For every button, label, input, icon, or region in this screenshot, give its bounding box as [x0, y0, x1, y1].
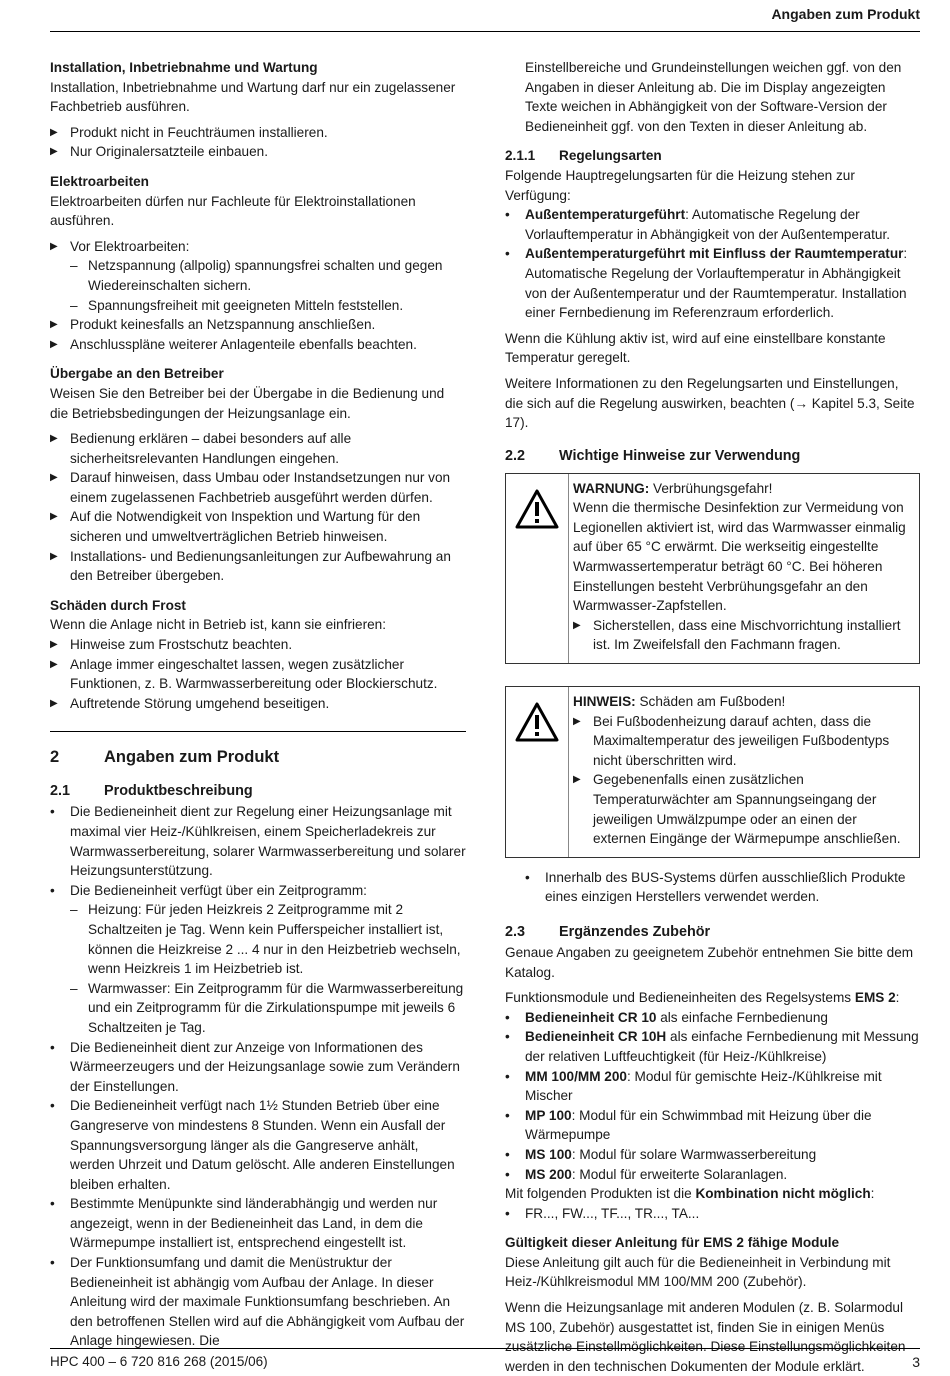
- page-footer: [50, 1348, 920, 1370]
- bullet-item: • MS 200: Modul für erweiterte Solaranlagen.: [505, 1166, 788, 1182]
- document-id: HPC 400 – 6 720 816 268 (2015/06): [50, 1354, 268, 1369]
- hint-label: HINWEIS:: [573, 694, 636, 710]
- bullet-item: • Innerhalb des BUS-Systems dürfen ausschließlich Produkte eines einzigen Herstellers verwendet werden.: [525, 869, 906, 905]
- bullet-item: • MS 100: Modul für solare Warmwasserbereitung: [505, 1146, 817, 1162]
- warning-icon: [506, 474, 569, 663]
- section-heading-installation: Installation, Inbetriebnahme und Wartung: [50, 60, 318, 75]
- triangle-bullet-icon: ▶: [50, 126, 58, 138]
- page-header: [50, 0, 920, 32]
- paragraph: Elektroarbeiten dürfen nur Fachleute für Elektroinstallationen ausführen.: [50, 193, 416, 229]
- dash-item: – Netzspannung (allpolig) spannungsfrei schalten und gegen Wiedereinschalten sichern.: [70, 258, 443, 293]
- triangle-bullet-icon: ▶: [573, 715, 581, 727]
- triangle-bullet-icon: ▶: [50, 697, 58, 709]
- section-heading-gueltigkeit: Gültigkeit dieser Anleitung für EMS 2 fähige Module: [505, 1235, 840, 1251]
- list-item: ▶ Bei Fußbodenheizung darauf achten, dass die Maximaltemperatur des jeweiligen Fußbodentyps nicht überschritten wird.: [573, 713, 890, 768]
- list-item: ▶ Gegebenenfalls einen zusätzlichen Temperaturwächter am Spannungseingang der jeweiligen Umwälzpumpe oder an einen der externen Eingänge der Wärmepumpe anschließen.: [573, 772, 901, 847]
- list-item: ▶ Installations- und Bedienungsanleitungen zur Aufbewahrung an den Betreiber übergeben.: [50, 548, 451, 584]
- paragraph: Wenn die Anlage nicht in Betrieb ist, kann sie einfrieren:: [50, 617, 387, 633]
- triangle-bullet-icon: ▶: [573, 774, 581, 786]
- bullet-item: • FR..., FW..., TF..., TR..., TA...: [505, 1205, 700, 1221]
- warning-icon: [506, 687, 569, 857]
- section-heading-elektroarbeiten: Elektroarbeiten: [50, 173, 149, 189]
- paragraph: Wenn die Kühlung aktiv ist, wird auf eine einstellbare konstante Temperatur geregelt.: [505, 330, 886, 366]
- bullet-item: • MP 100: Modul für ein Schwimmbad mit Heizung über die Wärmepumpe: [505, 1107, 872, 1143]
- warning-box: WARNUNG: Verbrühungsgefahr! Wenn die thermische Desinfektion zur Vermeidung von Legionellen aktiviert ist, wird das Warmwasser einmalig auf über 65 °C erwärmt. Die werkseitig eingestellte Warmwassertemperatur beträgt 60 °C. Bei höheren Einstellungen besteht Verbrühungsgefahr an den Warmwasser-Zapfstellen. ▶ Sicherstellen, dass eine Mischvorrichtung installiert ist. Im Zweifelsfall den Fachmann fragen.: [505, 473, 920, 664]
- paragraph: Funktionsmodule und Bedieneinheiten des Regelsystems EMS 2:: [505, 990, 900, 1006]
- bullet-item: • Der Funktionsumfang und damit die Menüstruktur der Bedieneinheit ist abhängig vom Aufbau der Anlage. In dieser Anleitung wird der maximale Funktionsumfang beschrieben. An den betroffenen Stellen wird auf die Abhängigkeit vom Aufbau der Anlage hingewiesen. Die: [50, 1255, 465, 1349]
- list-item: ▶ Bedienung erklären – dabei besonders auf alle sicherheitsrelevanten Handlungen eingehen.: [50, 431, 352, 466]
- list-item: ▶ Vor Elektroarbeiten:: [50, 237, 466, 257]
- right-column: [505, 58, 920, 1376]
- bullet-item: • Bestimmte Menüpunkte sind länderabhängig und werden nur angezeigt, wenn in der Bedieneinheit das Land, in dem die Wärmepumpe installiert ist, entsprechend eingestellt ist.: [50, 1196, 438, 1251]
- paragraph: Wenn die thermische Desinfektion zur Vermeidung von Legionellen aktiviert ist, wird das Warmwasser einmalig auf über 65 °C erwärmt. Die werkseitig eingestellte Warmwassertemperatur beträgt 60 °C. Bei höheren Einstellungen besteht Verbrühungsgefahr an den Warmwasser-Zapfstellen.: [573, 500, 906, 614]
- paragraph: Installation, Inbetriebnahme und Wartung darf nur ein zugelassener Fachbetrieb ausführen.: [50, 79, 456, 115]
- warning-label: WARNUNG:: [573, 480, 650, 496]
- left-column: [50, 58, 466, 1351]
- dash-item: – Heizung: Für jeden Heizkreis 2 Zeitprogramme mit 2 Schaltzeiten je Tag. Wenn kein Pufferspeicher installiert ist, können die Heizkreise 2 ... 4 nur in den Heizbetrieb wechseln, wenn Heizkreis 1 im Heizbetrieb ist.: [70, 902, 461, 977]
- triangle-bullet-icon: ▶: [50, 146, 58, 158]
- header-title: Angaben zum Produkt: [771, 6, 920, 22]
- list-item: ▶ Nur Originalersatzteile einbauen.: [50, 142, 466, 162]
- list-item: ▶ Produkt keinesfalls an Netzspannung anschließen.: [50, 315, 466, 335]
- triangle-bullet-icon: ▶: [573, 619, 581, 631]
- triangle-bullet-icon: ▶: [50, 511, 58, 523]
- bullet-item: • Die Bedieneinheit verfügt über ein Zeitprogramm:: [50, 882, 367, 898]
- bullet-item: • Bedieneinheit CR 10H als einfache Fernbedienung mit Messung der relativen Luftfeuchtigkeit (für Heiz-/Kühlkreise): [505, 1029, 919, 1064]
- bullet-item: • MM 100/MM 200: Modul für gemischte Heiz-/Kühlkreise mit Mischer: [505, 1068, 882, 1104]
- triangle-bullet-icon: ▶: [50, 319, 58, 331]
- hint-box: HINWEIS: Schäden am Fußboden! ▶ Bei Fußbodenheizung darauf achten, dass die Maximaltemperatur des jeweiligen Fußbodentyps nicht überschritten wird. ▶ Gegebenenfalls einen zusätzlichen Temperaturwächter am Spannungseingang der jeweiligen Umwälzpumpe oder an einen der externen Eingänge der Wärmepumpe anschließen.: [505, 686, 920, 858]
- list-item: ▶ Auftretende Störung umgehend beseitigen.: [50, 694, 466, 714]
- paragraph: Diese Anleitung gilt auch für die Bedieneinheit in Verbindung mit Heiz-/Kühlkreismodul MM 100/MM 200 (Zubehör).: [505, 1254, 891, 1290]
- dash-item: – Spannungsfreiheit mit geeigneten Mitteln feststellen.: [70, 297, 404, 313]
- bullet-item: • Außentemperaturgeführt: Automatische Regelung der Vorlauftemperatur in Abhängigkeit von der Außentemperatur.: [505, 207, 890, 242]
- bullet-item: • Die Bedieneinheit dient zur Regelung einer Heizungsanlage mit maximal vier Heiz-/Kühlkreisen, einem Speicherladekreis zur Warmwasserbereitung, solarer Warmwasserbereitung und solarer Heizungsunterstützung.: [50, 804, 466, 879]
- section-heading-2-1-1: 2.1.1 Regelungsarten: [505, 148, 662, 164]
- paragraph: Genaue Angaben zu geeignetem Zubehör entnehmen Sie bitte dem Katalog.: [505, 944, 914, 980]
- bullet-item: • Außentemperaturgeführt mit Einfluss der Raumtemperatur: Automatische Regelung der Vorlauftemperatur in Abhängigkeit von der Außentemperatur und der Raumtemperatur. Installation einer Fernbedienung im Referenzraum erforderlich.: [505, 246, 908, 321]
- section-heading-uebergabe: Übergabe an den Betreiber: [50, 366, 224, 382]
- triangle-bullet-icon: ▶: [50, 472, 58, 484]
- section-heading-2-3: 2.3 Ergänzendes Zubehör: [505, 923, 711, 940]
- list-item: ▶ Darauf hinweisen, dass Umbau oder Instandsetzungen nur von einem zugelassenen Fachbetrieb ausgeführt werden dürfen.: [50, 470, 451, 505]
- section-heading-2-1: 2.1 Produktbeschreibung: [50, 783, 253, 800]
- paragraph: Weitere Informationen zu den Regelungsarten und Einstellungen, die sich auf die Regelung auswirken, beachten (→ Kapitel 5.3, Seite 17).: [505, 375, 915, 431]
- paragraph: Einstellbereiche und Grundeinstellungen weichen ggf. von den Angaben in dieser Anleitung ab. Die im Display angezeigten Texte weichen in Abhängigkeit von der Software-Version der Bedieneinheit ggf. von den Texten in dieser Anleitung ab.: [525, 60, 902, 134]
- paragraph: Mit folgenden Produkten ist die Kombination nicht möglich:: [505, 1186, 875, 1202]
- list-item: ▶ Anschlusspläne weiterer Anlagenteile ebenfalls beachten.: [50, 335, 466, 355]
- triangle-bullet-icon: ▶: [50, 240, 58, 252]
- section-heading-2-2: 2.2 Wichtige Hinweise zur Verwendung: [505, 447, 801, 464]
- dash-item: – Warmwasser: Ein Zeitprogramm für die Warmwasserbereitung und ein Zeitprogramm für die Zirkulationspumpe mit jeweils 6 Schaltzeiten je Tag.: [70, 980, 464, 1035]
- list-item: ▶ Anlage immer eingeschaltet lassen, wegen zusätzlicher Funktionen, z. B. Warmwasserbereitung oder Blockierschutz.: [50, 656, 438, 692]
- paragraph: Folgende Hauptregelungsarten für die Heizung stehen zur Verfügung:: [505, 167, 855, 203]
- list-item: ▶ Sicherstellen, dass eine Mischvorrichtung installiert ist. Im Zweifelsfall den Fachmann fragen.: [573, 617, 901, 653]
- triangle-bullet-icon: ▶: [50, 433, 58, 445]
- section-heading-frost: Schäden durch Frost: [50, 597, 186, 613]
- chapter-2: [50, 731, 466, 1351]
- page-number: 3: [912, 1354, 920, 1370]
- list-item: ▶ Hinweise zum Frostschutz beachten.: [50, 635, 466, 655]
- list-item: ▶ Produkt nicht in Feuchträumen installieren.: [50, 123, 466, 143]
- bullet-item: • Die Bedieneinheit verfügt nach 1½ Stunden Betrieb über eine Gangreserve von mindestens 8 Stunden. Wenn ein Ausfall der Spannungsversorgung länger als die Gangreserve anhält, werden Uhrzeit und Datum gelöscht. Alle anderen Einstellungen bleiben erhalten.: [50, 1098, 455, 1192]
- triangle-bullet-icon: ▶: [50, 338, 58, 350]
- bullet-item: • Bedieneinheit CR 10 als einfache Fernbedienung: [505, 1009, 828, 1025]
- paragraph: Wenn die Heizungsanlage mit anderen Modulen (z. B. Solarmodul MS 100, Zubehör) ausgestattet ist, finden Sie in einigen Menüs zusätzliche Einstellmöglichkeiten. Diese Einstellungsmöglichkeiten werden in den technischen Dokumenten der Module erklärt.: [505, 1300, 906, 1374]
- triangle-bullet-icon: ▶: [50, 550, 58, 562]
- bullet-item: • Die Bedieneinheit dient zur Anzeige von Informationen des Wärmeerzeugers und der Heizungsanlage sowie zum Verändern der Einstellungen.: [50, 1039, 460, 1094]
- triangle-bullet-icon: ▶: [50, 639, 58, 651]
- triangle-bullet-icon: ▶: [50, 658, 58, 670]
- paragraph: Weisen Sie den Betreiber bei der Übergabe in die Bedienung und die Betriebsbedingungen der Heizungsanlage ein.: [50, 385, 445, 421]
- chapter-heading: 2 Angaben zum Produkt: [50, 748, 280, 767]
- list-item: ▶ Auf die Notwendigkeit von Inspektion und Wartung für den sicheren und umweltverträglichen Betrieb hinweisen.: [50, 509, 421, 545]
